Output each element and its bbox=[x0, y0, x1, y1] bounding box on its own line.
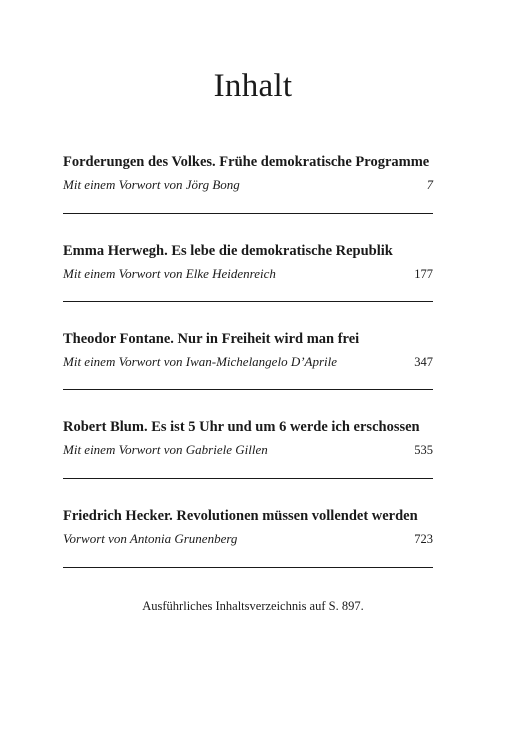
divider-rule bbox=[63, 301, 433, 302]
toc-entry bbox=[63, 153, 433, 193]
toc-entry bbox=[63, 507, 433, 547]
entry-preface: Mit einem Vorwort von Gabriele Gillen bbox=[63, 442, 268, 457]
divider-rule bbox=[63, 567, 433, 568]
entry-page-number: 7 bbox=[426, 178, 433, 192]
entry-line bbox=[63, 442, 433, 458]
entry-page-number: 347 bbox=[414, 355, 433, 369]
entry-line bbox=[63, 266, 433, 282]
entry-page-number: 177 bbox=[414, 267, 433, 281]
toc-entry bbox=[63, 418, 433, 458]
entry-title: Theodor Fontane. Nur in Freiheit wird man frei bbox=[63, 331, 360, 347]
divider-rule bbox=[63, 478, 433, 479]
entry-line bbox=[63, 354, 433, 370]
entry-preface: Vorwort von Antonia Grunenberg bbox=[63, 531, 238, 546]
entry-preface: Mit einem Vorwort von Elke Heidenreich bbox=[63, 266, 276, 281]
toc-entry bbox=[63, 330, 433, 370]
entry-line bbox=[63, 531, 433, 547]
entry-title: Emma Herwegh. Es lebe die demokratische Republik bbox=[63, 243, 393, 259]
entry-line bbox=[63, 177, 433, 193]
divider-rule bbox=[63, 213, 433, 214]
entry-page-number: 535 bbox=[414, 443, 433, 457]
entry-preface: Mit einem Vorwort von Iwan-Michelangelo D’Aprile bbox=[63, 354, 338, 369]
full-toc-reference: Ausführliches Inhaltsverzeichnis auf S. 897. bbox=[142, 599, 364, 613]
entry-preface: Mit einem Vorwort von Jörg Bong bbox=[63, 177, 240, 192]
page-title: Inhalt bbox=[213, 68, 293, 104]
divider-rule bbox=[63, 389, 433, 390]
entry-page-number: 723 bbox=[414, 532, 433, 546]
toc-entry bbox=[63, 242, 433, 282]
entry-title: Friedrich Hecker. Revolutionen müssen vollendet werden bbox=[63, 508, 418, 524]
entry-title: Forderungen des Volkes. Frühe demokratische Programme bbox=[63, 154, 430, 170]
entry-title: Robert Blum. Es ist 5 Uhr und um 6 werde ich erschossen bbox=[63, 419, 420, 435]
